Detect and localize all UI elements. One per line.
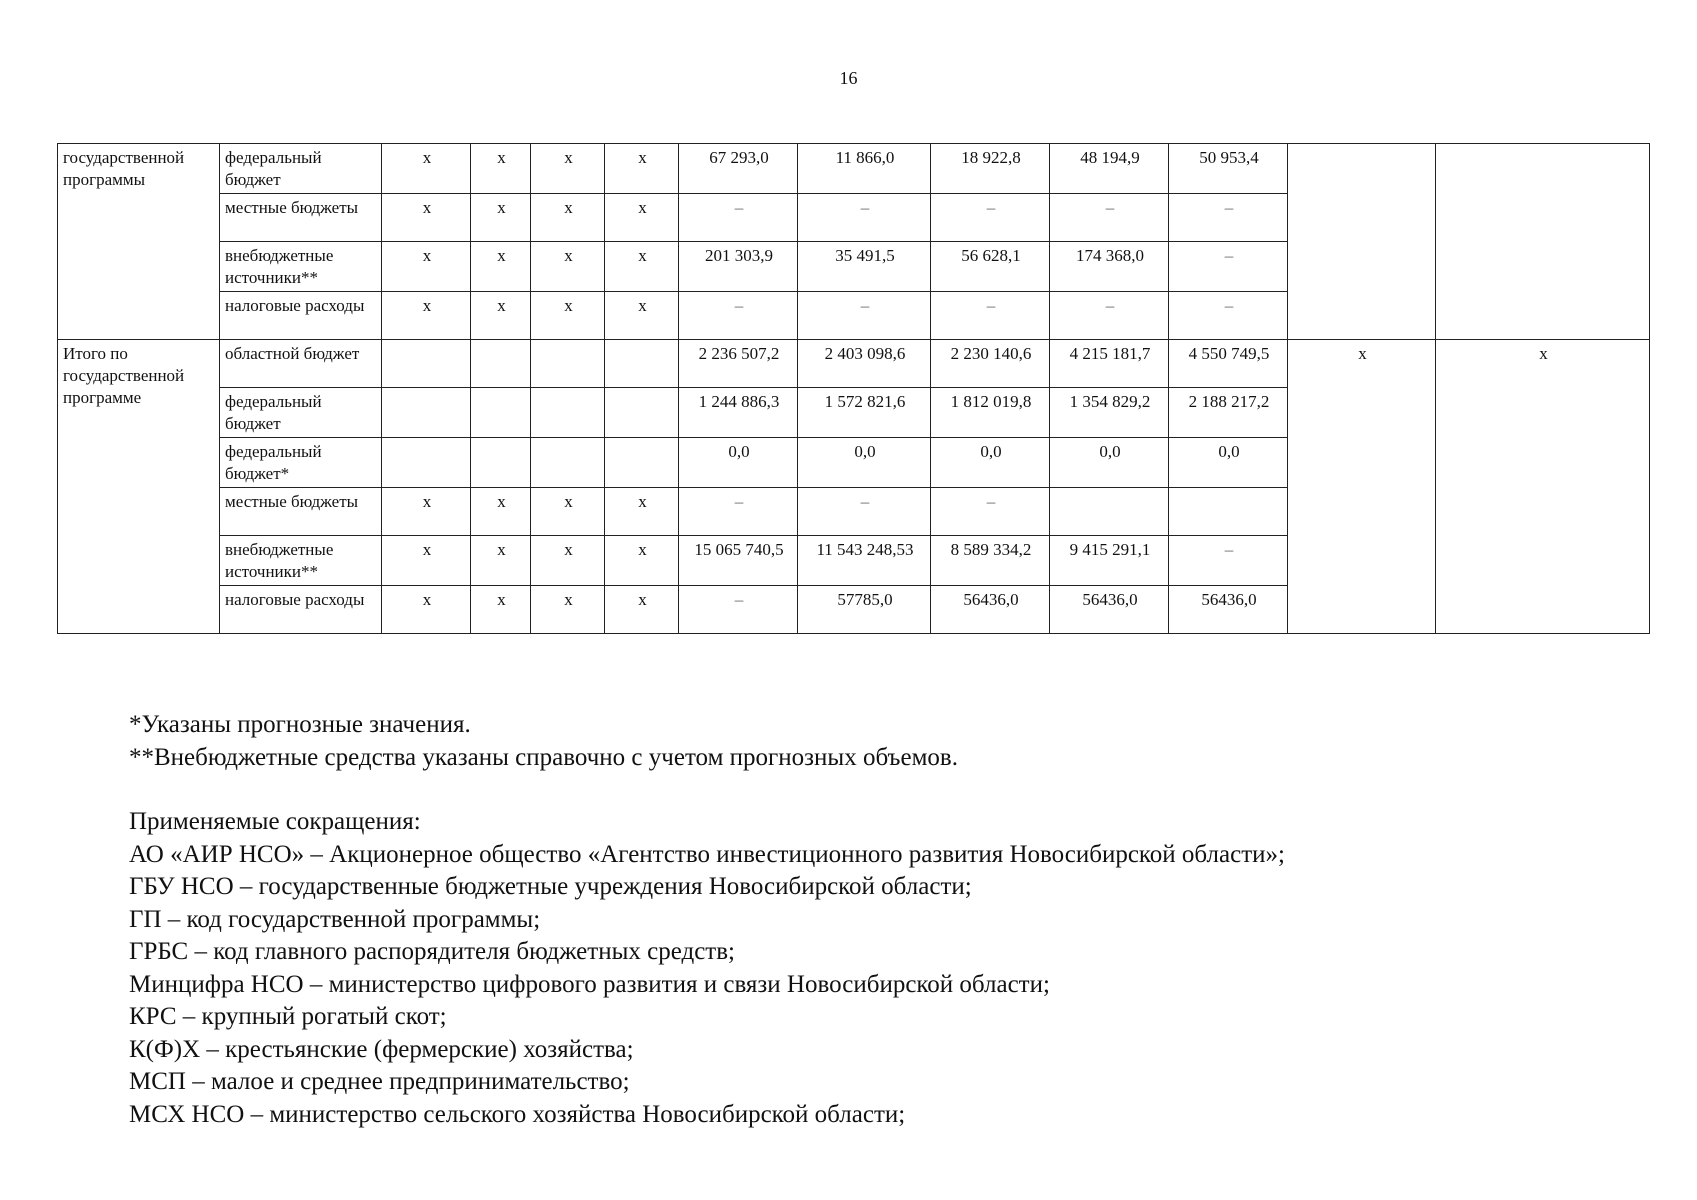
code-cell — [471, 340, 531, 388]
amount-cell: – — [679, 292, 798, 340]
code-cell: х — [605, 194, 679, 242]
amount-cell: 1 812 019,8 — [931, 388, 1050, 438]
code-cell: х — [531, 586, 605, 634]
amount-cell: – — [798, 292, 931, 340]
amount-cell: 0,0 — [1050, 438, 1169, 488]
amount-cell: – — [1050, 194, 1169, 242]
code-cell: х — [605, 586, 679, 634]
amount-cell: 35 491,5 — [798, 242, 931, 292]
amount-cell: – — [1169, 242, 1288, 292]
amount-cell: 4 215 181,7 — [1050, 340, 1169, 388]
amount-cell: 2 188 217,2 — [1169, 388, 1288, 438]
amount-cell: 11 543 248,53 — [798, 536, 931, 586]
funding-source-cell: федеральный бюджет — [220, 388, 382, 438]
amount-cell: – — [679, 194, 798, 242]
amount-cell: 15 065 740,5 — [679, 536, 798, 586]
code-cell: х — [531, 194, 605, 242]
code-cell: х — [531, 144, 605, 194]
table-row — [58, 144, 1650, 194]
amount-cell: 18 922,8 — [931, 144, 1050, 194]
code-cell: х — [471, 242, 531, 292]
funding-source-cell: местные бюджеты — [220, 194, 382, 242]
amount-cell: – — [931, 194, 1050, 242]
abbreviation-item: К(Ф)Х – крестьянские (фермерские) хозяйства; — [129, 1035, 634, 1063]
abbreviation-item: ГП – код государственной программы; — [129, 905, 541, 933]
code-cell: х — [382, 242, 471, 292]
amount-cell: 9 415 291,1 — [1050, 536, 1169, 586]
amount-cell: 1 354 829,2 — [1050, 388, 1169, 438]
amount-cell: – — [1050, 292, 1169, 340]
code-cell: х — [471, 586, 531, 634]
amount-cell: – — [931, 488, 1050, 536]
amount-cell: – — [1169, 292, 1288, 340]
amount-cell: 2 236 507,2 — [679, 340, 798, 388]
amount-cell: 48 194,9 — [1050, 144, 1169, 194]
code-cell — [471, 388, 531, 438]
amount-cell: 2 403 098,6 — [798, 340, 931, 388]
code-cell — [471, 438, 531, 488]
end-column-cell — [1436, 144, 1650, 340]
amount-cell — [1050, 488, 1169, 536]
code-cell: х — [605, 242, 679, 292]
code-cell — [605, 438, 679, 488]
budget-table — [57, 143, 1650, 634]
amount-cell: 0,0 — [1169, 438, 1288, 488]
amount-cell: 56436,0 — [1169, 586, 1288, 634]
footnote: **Внебюджетные средства указаны справочно с учетом прогнозных объемов. — [129, 743, 958, 771]
amount-cell: – — [679, 586, 798, 634]
abbreviation-item: ГБУ НСО – государственные бюджетные учреждения Новосибирской области; — [129, 873, 972, 900]
row-group-label: государственной программы — [58, 144, 220, 340]
table-row — [58, 340, 1650, 388]
page-number: 16 — [839, 68, 858, 88]
code-cell — [531, 340, 605, 388]
amount-cell: – — [931, 292, 1050, 340]
code-cell: х — [382, 488, 471, 536]
code-cell: х — [382, 144, 471, 194]
funding-source-cell: внебюджетные источники** — [220, 536, 382, 586]
amount-cell: 0,0 — [798, 438, 931, 488]
amount-cell: 56 628,1 — [931, 242, 1050, 292]
code-cell: х — [531, 536, 605, 586]
code-cell: х — [471, 144, 531, 194]
code-cell — [382, 340, 471, 388]
code-cell: х — [531, 292, 605, 340]
notes-section — [129, 709, 1285, 1131]
abbreviations-title: Применяемые сокращения: — [129, 808, 421, 835]
code-cell: х — [382, 292, 471, 340]
abbreviation-item: КРС – крупный рогатый скот; — [129, 1003, 447, 1030]
amount-cell: 11 866,0 — [798, 144, 931, 194]
amount-cell: 8 589 334,2 — [931, 536, 1050, 586]
abbreviation-item: ГРБС – код главного распорядителя бюджетных средств; — [129, 938, 735, 965]
amount-cell: – — [679, 488, 798, 536]
code-cell — [382, 388, 471, 438]
amount-cell: 50 953,4 — [1169, 144, 1288, 194]
code-cell: х — [471, 292, 531, 340]
amount-cell: – — [798, 194, 931, 242]
amount-cell: 1 572 821,6 — [798, 388, 931, 438]
end-column-cell: х — [1436, 340, 1650, 634]
abbreviation-item: МСХ НСО – министерство сельского хозяйства Новосибирской области; — [129, 1100, 906, 1128]
amount-cell — [1169, 488, 1288, 536]
amount-cell: 2 230 140,6 — [931, 340, 1050, 388]
code-cell: х — [382, 194, 471, 242]
code-cell — [531, 388, 605, 438]
end-column-cell: х — [1288, 340, 1436, 634]
amount-cell: 0,0 — [931, 438, 1050, 488]
amount-cell: 201 303,9 — [679, 242, 798, 292]
funding-source-cell: федеральный бюджет — [220, 144, 382, 194]
code-cell: х — [605, 292, 679, 340]
amount-cell: 0,0 — [679, 438, 798, 488]
amount-cell: 1 244 886,3 — [679, 388, 798, 438]
footnote: *Указаны прогнозные значения. — [129, 711, 471, 738]
code-cell — [531, 438, 605, 488]
code-cell: х — [605, 144, 679, 194]
funding-source-cell: налоговые расходы — [220, 292, 382, 340]
amount-cell: 4 550 749,5 — [1169, 340, 1288, 388]
row-group-label: Итого по государственной программе — [58, 340, 220, 634]
code-cell — [605, 340, 679, 388]
funding-source-cell: областной бюджет — [220, 340, 382, 388]
code-cell: х — [382, 536, 471, 586]
code-cell: х — [382, 586, 471, 634]
amount-cell: 56436,0 — [1050, 586, 1169, 634]
amount-cell: – — [1169, 536, 1288, 586]
funding-source-cell: федеральный бюджет* — [220, 438, 382, 488]
code-cell: х — [471, 536, 531, 586]
code-cell: х — [471, 488, 531, 536]
amount-cell: 57785,0 — [798, 586, 931, 634]
abbreviation-item: АО «АИР НСО» – Акционерное общество «Агентство инвестиционного развития Новосибирской области»; — [129, 840, 1285, 868]
code-cell — [605, 388, 679, 438]
amount-cell: 56436,0 — [931, 586, 1050, 634]
funding-source-cell: местные бюджеты — [220, 488, 382, 536]
code-cell: х — [605, 488, 679, 536]
abbreviation-item: МСП – малое и среднее предпринимательство; — [129, 1068, 630, 1095]
funding-source-cell: налоговые расходы — [220, 586, 382, 634]
funding-source-cell: внебюджетные источники** — [220, 242, 382, 292]
code-cell — [382, 438, 471, 488]
amount-cell: – — [798, 488, 931, 536]
code-cell: х — [471, 194, 531, 242]
code-cell: х — [531, 242, 605, 292]
amount-cell: 174 368,0 — [1050, 242, 1169, 292]
code-cell: х — [605, 536, 679, 586]
end-column-cell — [1288, 144, 1436, 340]
amount-cell: – — [1169, 194, 1288, 242]
amount-cell: 67 293,0 — [679, 144, 798, 194]
abbreviation-item: Минцифра НСО – министерство цифрового развития и связи Новосибирской области; — [129, 970, 1050, 998]
code-cell: х — [531, 488, 605, 536]
